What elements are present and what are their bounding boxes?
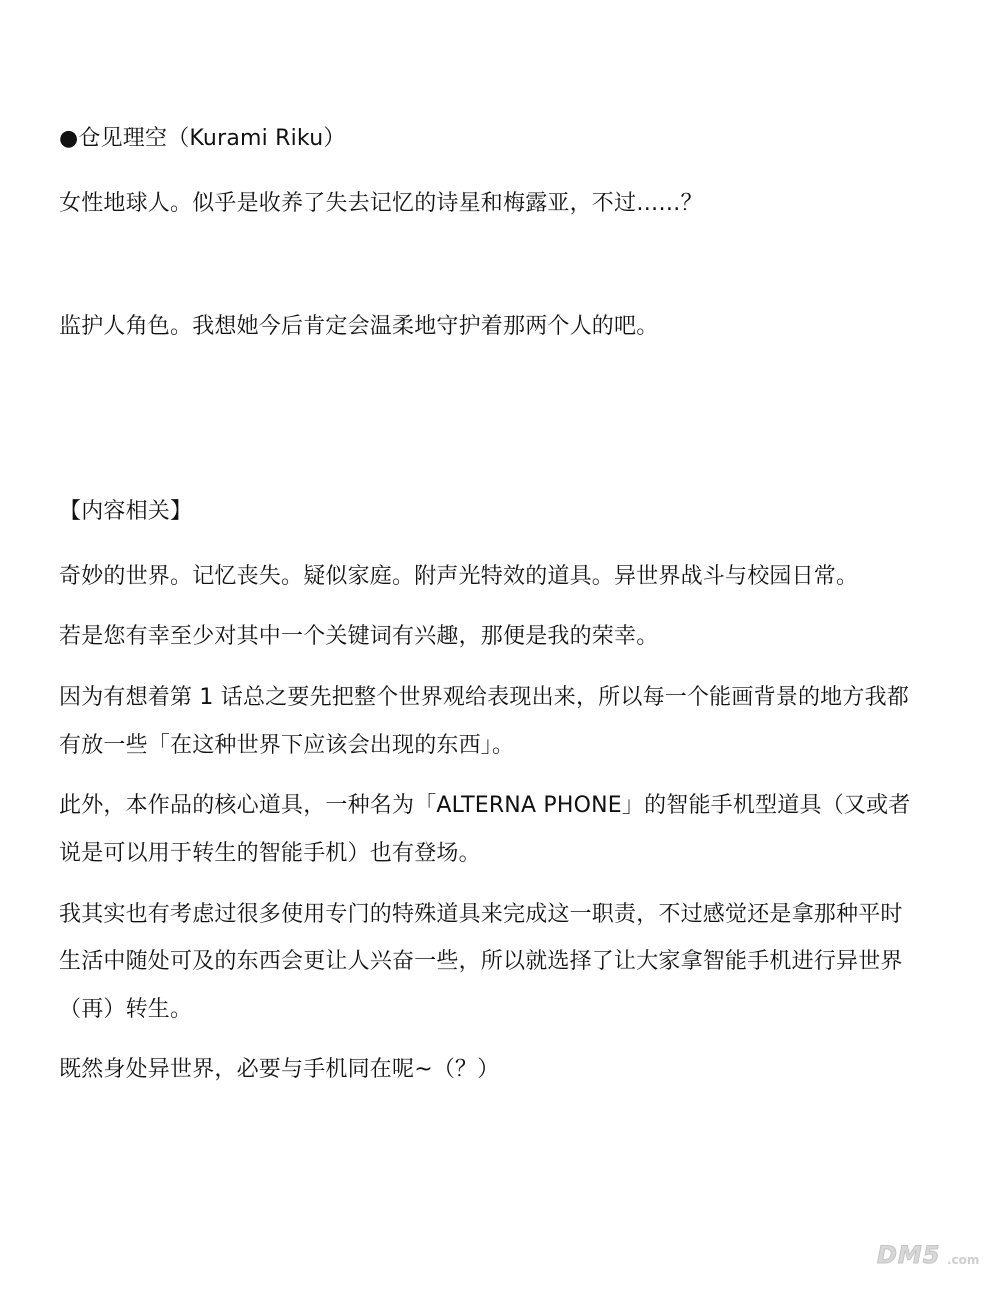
paragraph-reason-line-1: 我其实也有考虑过很多使用专门的特殊道具来完成这一职责，不过感觉还是拿那种平时 [59,902,903,927]
paragraph-phone-line-2: 说是可以用于转生的智能手机）也有登场。 [59,841,481,866]
watermark-logo: DM5 [877,1241,941,1269]
section-heading: 【内容相关】 [59,499,193,524]
paragraph-worldview-line-2: 有放一些「在这种世界下应该会出现的东西」。 [59,733,515,758]
character-heading: ●仓见理空（Kurami Riku） [59,126,346,151]
site-watermark [877,1235,987,1275]
character-note: 监护人角色。我想她今后肯定会温柔地守护着那两个人的吧。 [59,314,659,339]
character-description: 女性地球人。似乎是收养了失去记忆的诗星和梅露亚，不过……？ [59,191,703,216]
paragraph-closing: 既然身处异世界，必要与手机同在呢~（？） [59,1057,500,1082]
paragraph-phone-line-1: 此外，本作品的核心道具，一种名为「ALTERNA PHONE」的智能手机型道具（又或者 [59,793,911,818]
paragraph-reason-line-2: 生活中随处可及的东西会更让人兴奋一些，所以就选择了让大家拿智能手机进行异世界 [59,949,903,974]
paragraph-reason-line-3: （再）转生。 [59,997,193,1022]
watermark-suffix: .com [947,1253,980,1267]
paragraph-keywords: 奇妙的世界。记忆丧失。疑似家庭。附声光特效的道具。异世界战斗与校园日常。 [59,564,859,589]
paragraph-worldview-line-1: 因为有想着第 1 话总之要先把整个世界观给表现出来，所以每一个能画背景的地方我都 [59,685,909,710]
paragraph-honor: 若是您有幸至少对其中一个关键词有兴趣，那便是我的荣幸。 [59,624,659,649]
